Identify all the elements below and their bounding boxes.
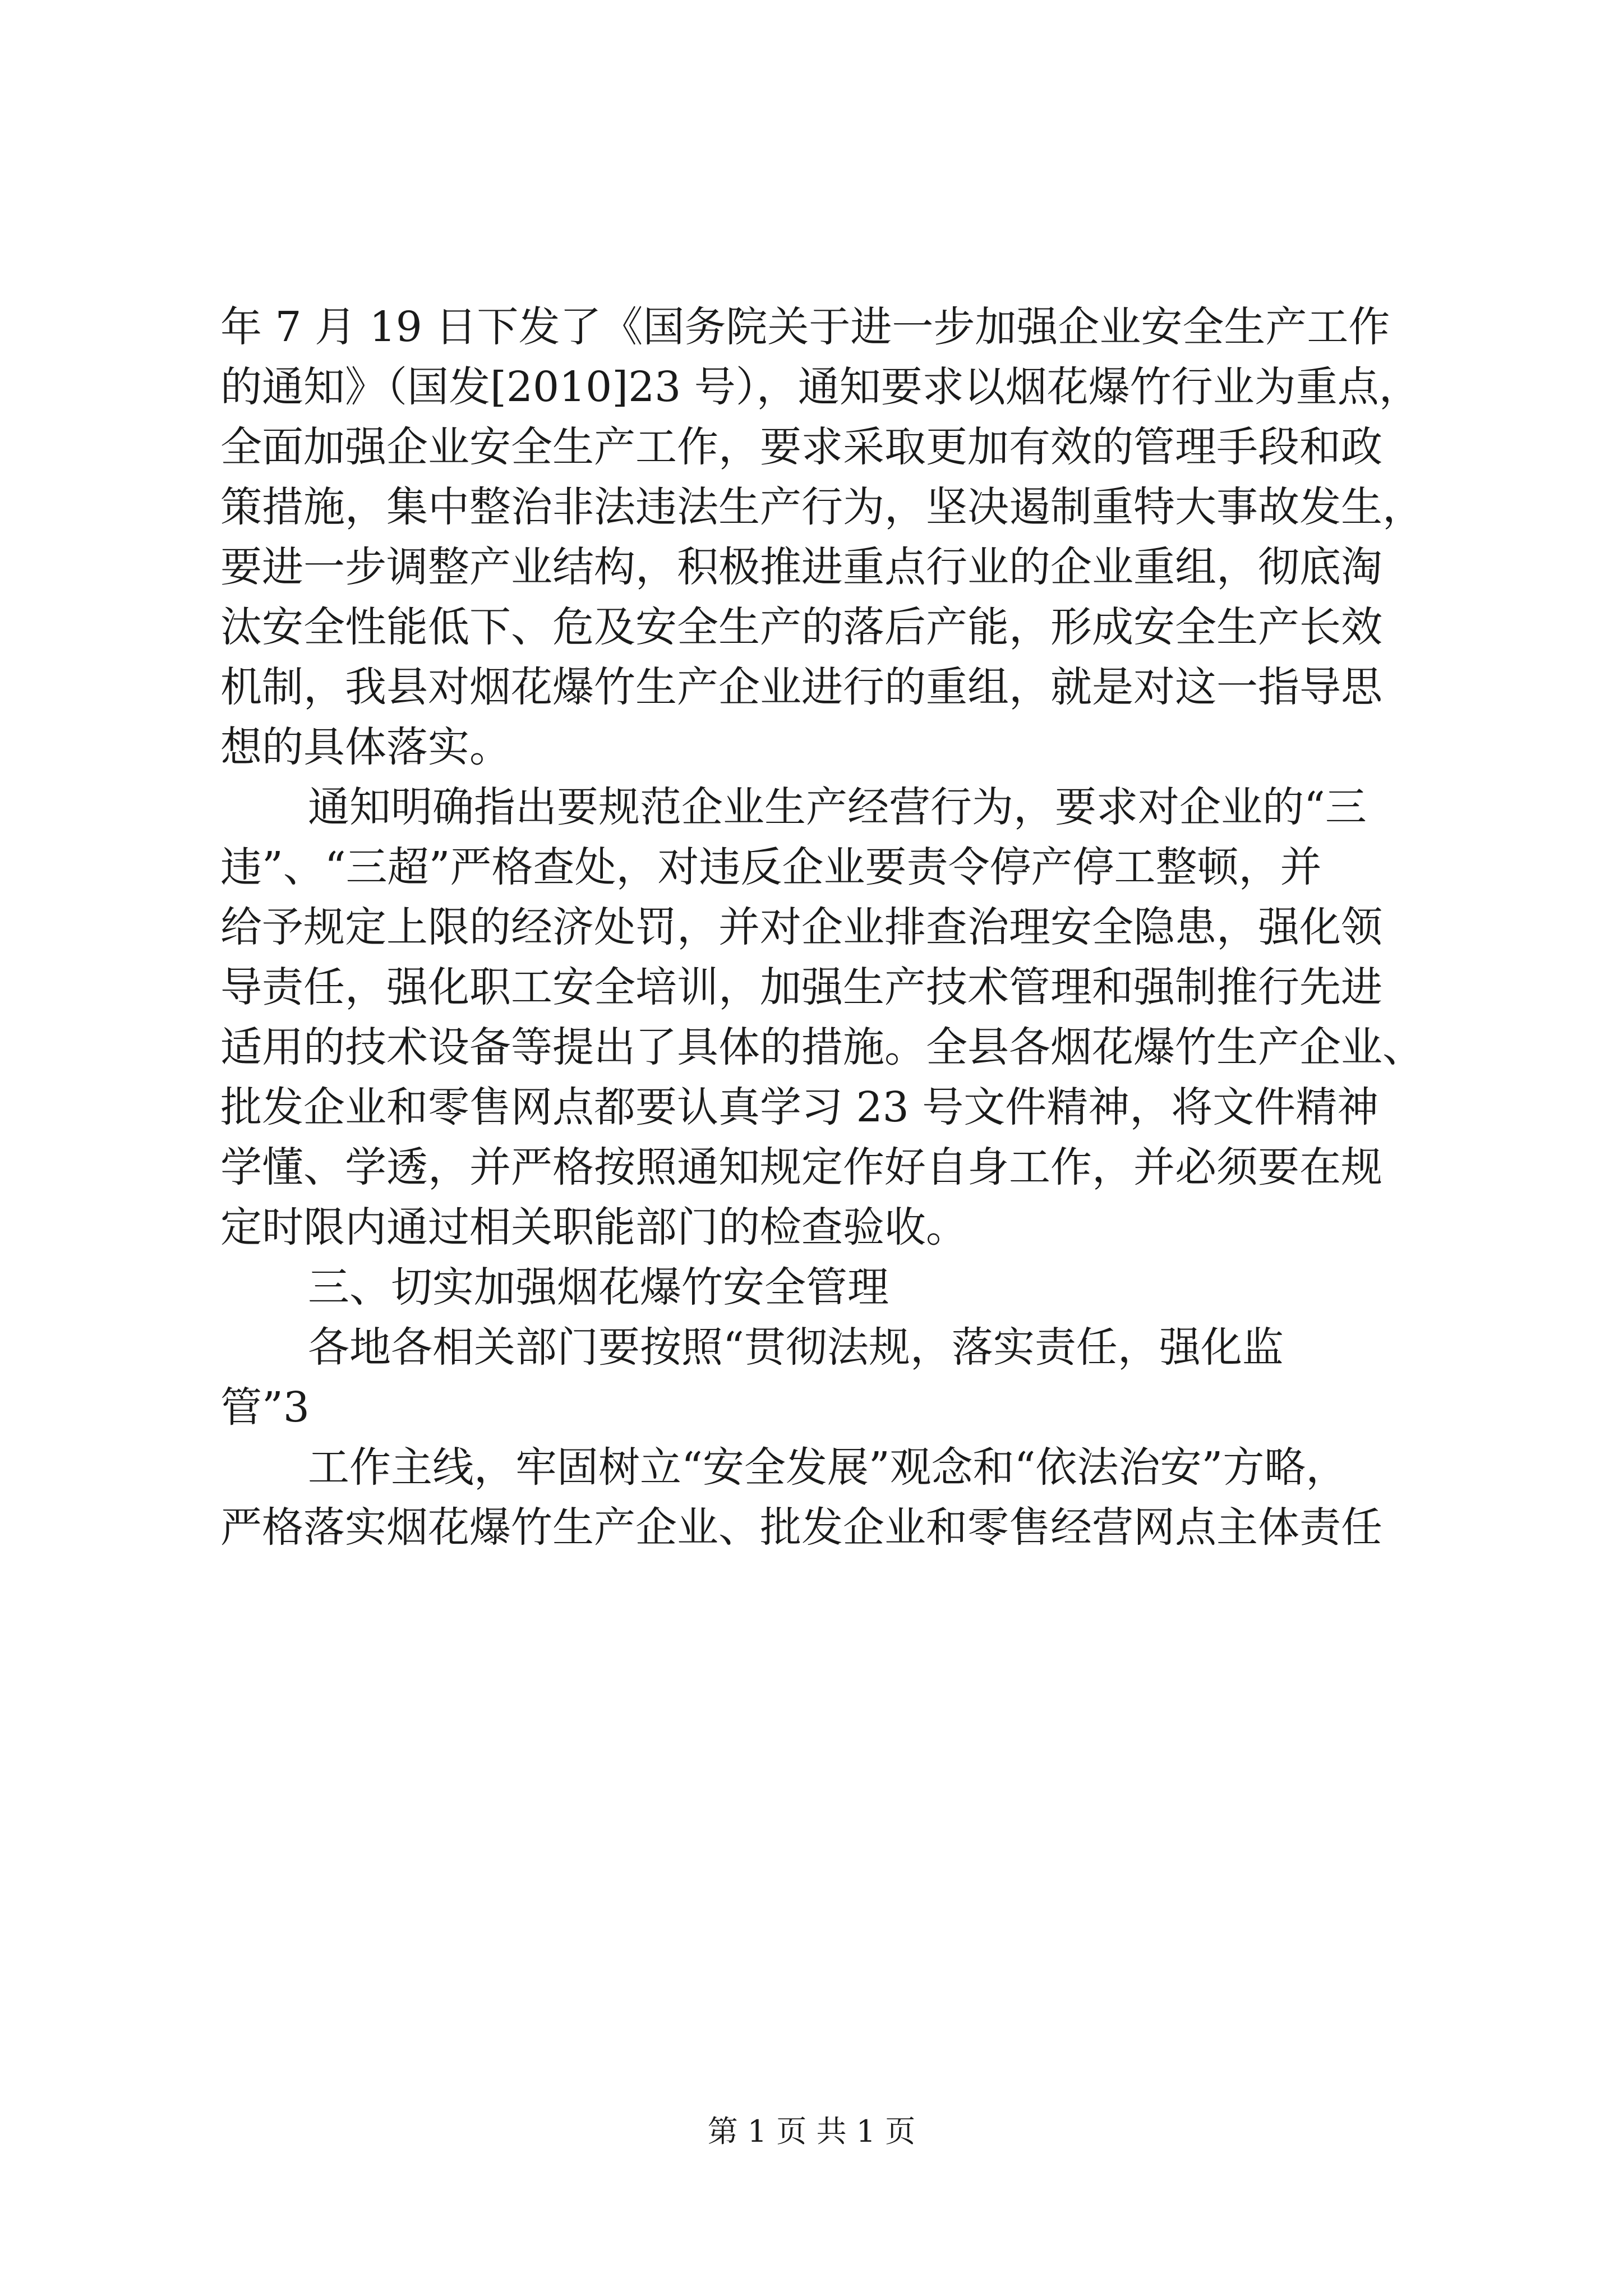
text-line: 年 7 月 19 日下发了《国务院关于进一步加强企业安全生产工作 <box>220 303 1390 351</box>
text-line: 批发企业和零售网点都要认真学习 23 号文件精神，将文件精神 <box>220 1083 1379 1131</box>
text-line: 工作主线，牢固树立“安全发展”观念和“依法治安”方略， <box>308 1443 1348 1492</box>
text-line: 管”3 <box>220 1383 310 1432</box>
text-line: 给予规定上限的经济处罚，并对企业排查治理安全隐患，强化领 <box>220 903 1382 951</box>
document-body <box>220 297 1437 1558</box>
text-line: 全面加强企业安全生产工作，要求采取更加有效的管理手段和政 <box>220 423 1382 471</box>
text-line: 定时限内通过相关职能部门的检查验收。 <box>220 1203 967 1251</box>
text-line: 学懂、学透，并严格按照通知规定作好自身工作，并必须要在规 <box>220 1143 1382 1191</box>
paragraph <box>220 1438 1437 1498</box>
paragraph <box>220 777 1437 1258</box>
paragraph <box>220 1258 1437 1318</box>
page-footer: 第 1 页 共 1 页 <box>707 2114 916 2149</box>
text-line: 各地各相关部门要按照“贯彻法规，落实责任，强化监 <box>308 1323 1284 1372</box>
text-line: 的通知》（国发[2010]23 号），通知要求以烟花爆竹行业为重点， <box>220 363 1421 411</box>
text-line: 策措施，集中整治非法违法生产行为，坚决遏制重特大事故发生， <box>220 483 1424 531</box>
paragraph <box>220 1318 1437 1378</box>
paragraph <box>220 1378 1437 1438</box>
text-line: 机制，我县对烟花爆竹生产企业进行的重组，就是对这一指导思 <box>220 663 1382 711</box>
text-line: 要进一步调整产业结构，积极推进重点行业的企业重组，彻底淘 <box>220 543 1382 591</box>
text-line: 想的具体落实。 <box>220 723 511 771</box>
text-line: 汰安全性能低下、危及安全生产的落后产能，形成安全生产长效 <box>220 603 1382 651</box>
paragraph <box>220 1498 1437 1558</box>
text-line: 三、切实加强烟花爆竹安全管理 <box>308 1263 889 1312</box>
paragraph <box>220 297 1437 777</box>
text-line: 导责任，强化职工安全培训，加强生产技术管理和强制推行先进 <box>220 963 1382 1011</box>
text-line: 适用的技术设备等提出了具体的措施。全县各烟花爆竹生产企业、 <box>220 1023 1424 1071</box>
text-line: 严格落实烟花爆竹生产企业、批发企业和零售经营网点主体责任 <box>220 1503 1382 1552</box>
text-line: 违”、“三超”严格查处，对违反企业要责令停产停工整顿，并 <box>220 843 1322 891</box>
text-line: 通知明确指出要规范企业生产经营行为，要求对企业的“三 <box>308 783 1367 831</box>
